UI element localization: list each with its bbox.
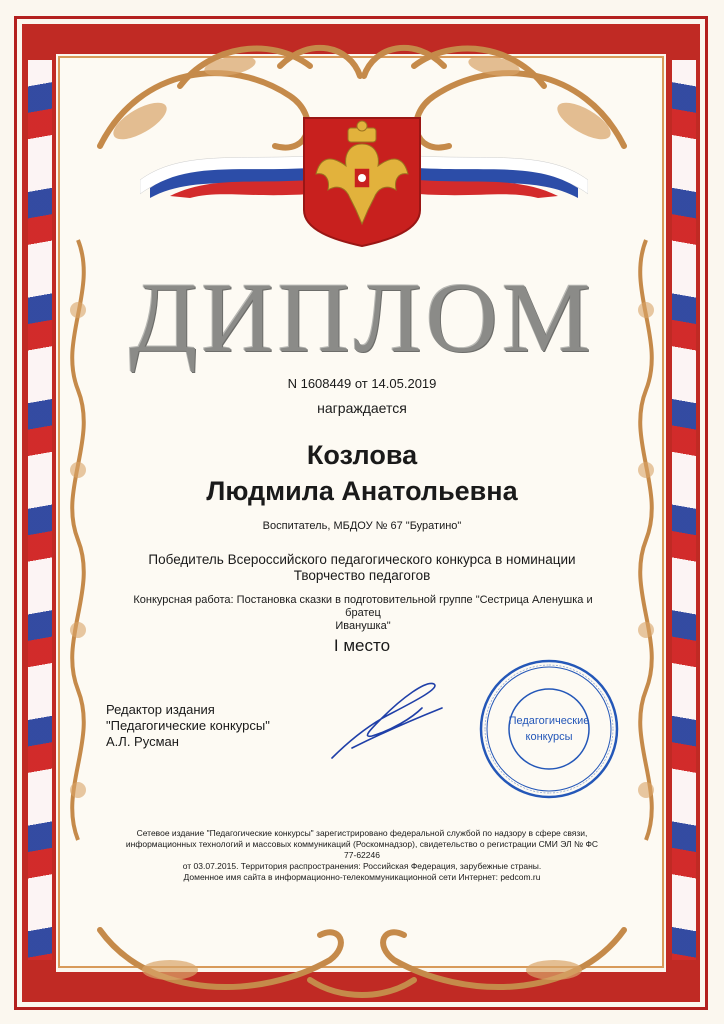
winner-line-2: Творчество педагогов [293, 568, 431, 583]
place-award: I место [333, 636, 391, 655]
winner-statement [80, 552, 644, 584]
work-line-2: Иванушка" [335, 620, 391, 632]
footer-line-1: Сетевое издание "Педагогические конкурсы" зарегистрировано федеральной службой по надзору в сфере связи, [136, 828, 588, 838]
recipient-position: Воспитатель, МБДОУ № 67 "Буратино" [262, 520, 462, 532]
competition-work [126, 594, 600, 633]
russian-coat-of-arms-icon [300, 114, 424, 248]
tricolor-ribbon-icon [140, 150, 310, 198]
diploma-title: ДИПЛОМ [129, 262, 595, 373]
editor-line-1: Редактор издания [106, 702, 215, 717]
winner-line-1: Победитель Всероссийского педагогического конкурса в номинации [148, 552, 576, 567]
footer-line-4: Доменное имя сайта в информационно-телекоммуникационной сети Интернет: pedcom.ru [183, 872, 541, 882]
footer-line-3: от 03.07.2015. Территория распространения: Российская Федерация, зарубежные страны. [182, 861, 542, 871]
right-tricolor-ribbon [672, 60, 696, 960]
editor-block [106, 702, 270, 750]
tricolor-ribbon-icon [418, 150, 588, 198]
diploma-number: N 1608449 от 14.05.2019 [287, 376, 437, 391]
round-stamp-icon [478, 658, 620, 800]
footer-line-2: информационных технологий и массовых коммуникаций (Роскомнадзор), свидетельство о регистрации СМИ ЭЛ № ФС 77-62246 [125, 839, 599, 860]
work-line-1: Конкурсная работа: Постановка сказки в подготовительной группе "Сестрица Аленушка и братец [133, 594, 593, 619]
svg-text:конкурсы: конкурсы [525, 731, 573, 743]
recipient-surname: Козлова [306, 440, 418, 470]
signature-icon [322, 678, 452, 768]
left-tricolor-ribbon [28, 60, 52, 960]
awarded-label: награждается [317, 400, 407, 416]
svg-text:Педагогические: Педагогические [508, 715, 590, 727]
recipient-given-names: Людмила Анатольевна [206, 476, 518, 506]
editor-line-3: А.Л. Русман [106, 734, 179, 749]
editor-line-2: "Педагогические конкурсы" [106, 718, 270, 733]
registration-footer [120, 828, 604, 883]
bottom-ornament-icon [60, 900, 664, 1010]
